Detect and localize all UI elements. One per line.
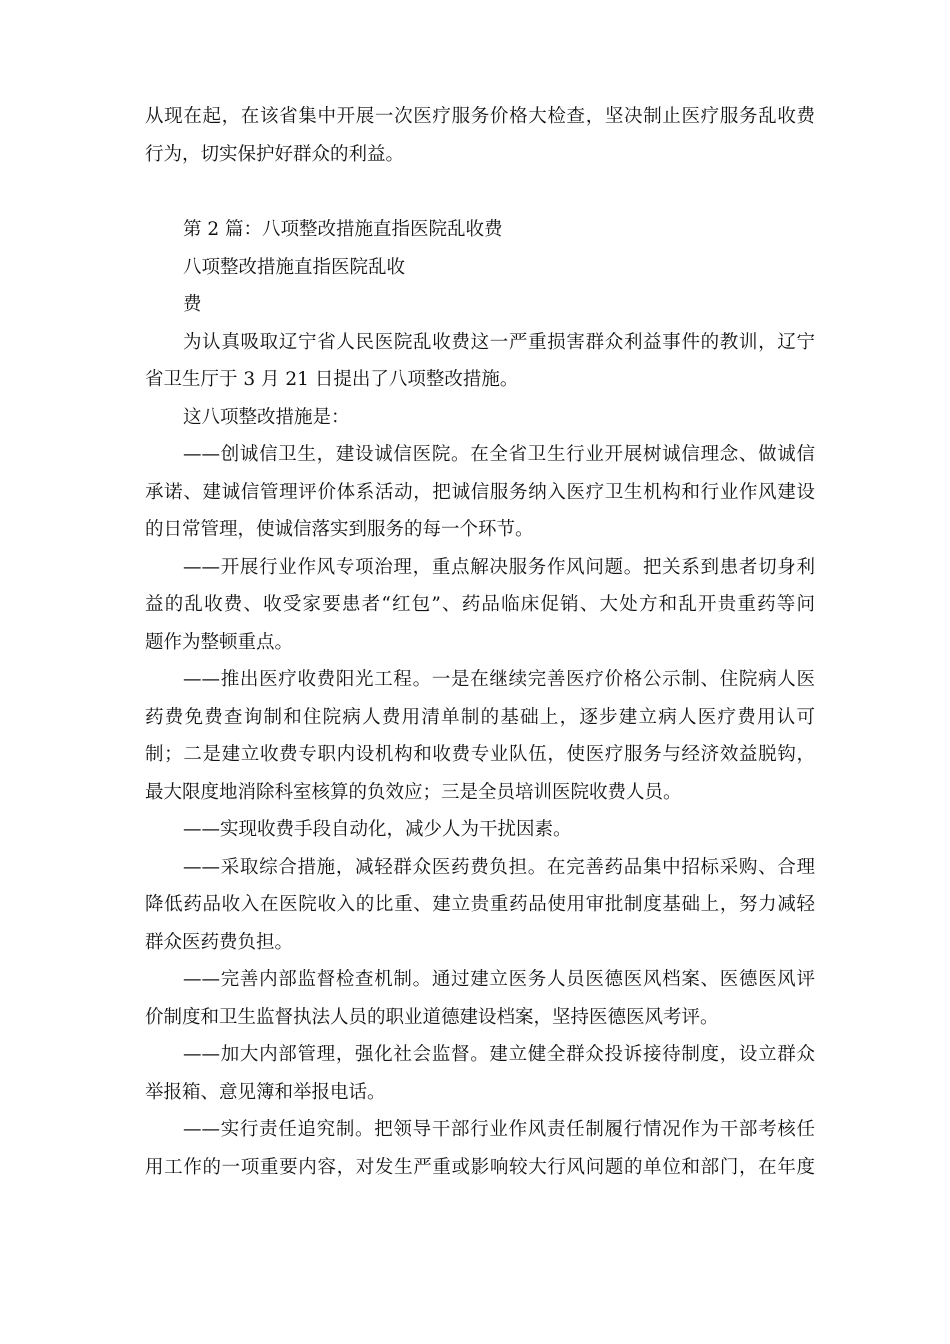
- paragraph-line: 价制度和卫生监督执法人员的职业道德建设档案，坚持医德医风考评。: [145, 1007, 719, 1028]
- paragraph-line: 为认真吸取辽宁省人民医院乱收费这一严重损害群众利益事件的教训，辽宁: [183, 332, 815, 353]
- paragraph-line: 题作为整顿重点。: [145, 632, 294, 653]
- paragraph-line: 省卫生厅于 3 月 21 日提出了八项整改措施。: [145, 369, 519, 390]
- paragraph-line: 药费免费查询制和住院病人费用清单制的基础上，逐步建立病人医疗费用认可: [145, 707, 815, 728]
- section-heading: 第 2 篇：八项整改措施直指医院乱收费: [183, 219, 503, 240]
- paragraph-line: 这八项整改措施是：: [183, 407, 350, 428]
- paragraph-line: 用工作的一项重要内容，对发生严重或影响较大行风问题的单位和部门，在年度: [145, 1157, 815, 1178]
- paragraph-line: ——开展行业作风专项治理，重点解决服务作风问题。把关系到患者切身利: [183, 557, 815, 578]
- paragraph-line: 从现在起，在该省集中开展一次医疗服务价格大检查，坚决制止医疗服务乱收费: [145, 106, 815, 127]
- paragraph-line: ——实行责任追究制。把领导干部行业作风责任制履行情况作为干部考核任: [183, 1119, 815, 1140]
- document-title-line: 费: [183, 294, 202, 315]
- paragraph-line: 承诺、建诚信管理评价体系活动，把诚信服务纳入医疗卫生机构和行业作风建设: [145, 482, 815, 503]
- paragraph-line: ——推出医疗收费阳光工程。一是在继续完善医疗价格公示制、住院病人医: [183, 669, 815, 690]
- paragraph-line: ——实现收费手段自动化，减少人为干扰因素。: [183, 819, 572, 840]
- paragraph-line: 举报箱、意见簿和举报电话。: [145, 1082, 386, 1103]
- paragraph-line: 最大限度地消除科室核算的负效应；三是全员培训医院收费人员。: [145, 782, 682, 803]
- paragraph-line: 益的乱收费、收受家要患者“红包”、药品临床促销、大处方和乱开贵重药等问: [145, 594, 815, 615]
- paragraph-line: ——创诚信卫生，建设诚信医院。在全省卫生行业开展树诚信理念、做诚信: [183, 444, 815, 465]
- paragraph-line: 的日常管理，使诚信落实到服务的每一个环节。: [145, 519, 534, 540]
- paragraph-line: ——加大内部管理，强化社会监督。建立健全群众投诉接待制度，设立群众: [183, 1044, 815, 1065]
- paragraph-line: ——采取综合措施，减轻群众医药费负担。在完善药品集中招标采购、合理: [183, 857, 815, 878]
- paragraph-line: 行为，切实保护好群众的利益。: [145, 144, 405, 165]
- paragraph-line: 降低药品收入在医院收入的比重、建立贵重药品使用审批制度基础上，努力减轻: [145, 894, 815, 915]
- paragraph-line: 制；二是建立收费专职内设机构和收费专业队伍，使医疗服务与经济效益脱钩，: [145, 744, 815, 765]
- paragraph-line: ——完善内部监督检查机制。通过建立医务人员医德医风档案、医德医风评: [183, 969, 815, 990]
- paragraph-line: 群众医药费负担。: [145, 932, 294, 953]
- document-title-line: 八项整改措施直指医院乱收: [183, 257, 406, 278]
